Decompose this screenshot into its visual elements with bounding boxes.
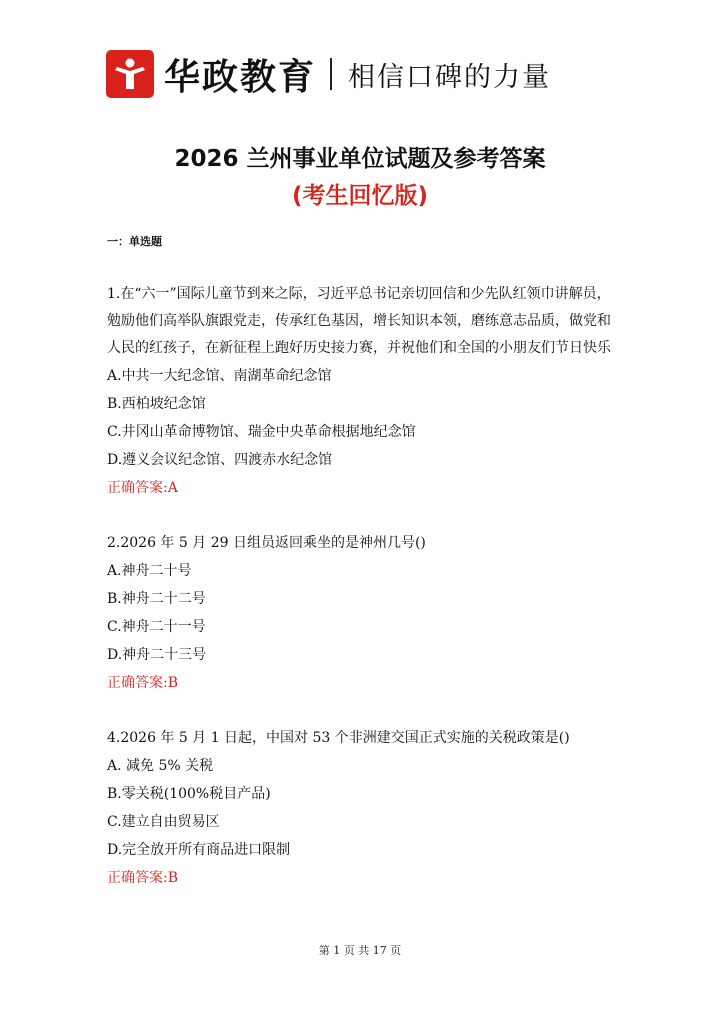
header-divider xyxy=(330,58,332,90)
brand-name: 华政教育 xyxy=(164,56,317,98)
option-a: A.神舟二十号 xyxy=(107,563,192,579)
question-list xyxy=(107,281,617,920)
answer-text: 正确答案:A xyxy=(107,480,178,496)
option-b: B.西柏坡纪念馆 xyxy=(107,396,206,412)
question-stem: 2.2026 年 5 月 29 日组员返回乘坐的是神州几号() xyxy=(107,535,426,551)
question-item xyxy=(107,725,617,892)
option-a: A.中共一大纪念馆、南湖革命纪念馆 xyxy=(107,368,332,384)
option-b: B.零关税(100%税目产品) xyxy=(107,786,271,802)
section-heading: 一：单选题 xyxy=(107,235,162,248)
option-d: D.完全放开所有商品进口限制 xyxy=(107,842,291,858)
brand-slogan: 相信口碑的力量 xyxy=(348,61,552,93)
question-item xyxy=(107,281,617,502)
page-footer: 第 1 页 共 17 页 xyxy=(318,944,402,957)
question-item xyxy=(107,530,617,697)
option-b: B.神舟二十二号 xyxy=(107,591,206,607)
page-title: 2026 兰州事业单位试题及参考答案 xyxy=(174,146,546,172)
option-d: D.神舟二十三号 xyxy=(107,647,207,663)
page-header xyxy=(106,50,551,98)
answer-text: 正确答案:B xyxy=(107,675,179,691)
option-c: C.建立自由贸易区 xyxy=(107,814,220,830)
option-d: D.遵义会议纪念馆、四渡赤水纪念馆 xyxy=(107,452,333,468)
page-subtitle: (考生回忆版) xyxy=(291,183,429,209)
question-stem: 1.在“六一”国际儿童节到来之际，习近平总书记亲切回信和少先队红领巾讲解员，勉励他们高举队旗跟党走，传承红色基因，增长知识本领，磨练意志品质，做党和人民的红孩子，在新征程上跑好历史接力赛，并祝他们和全国的小朋友们节日快乐 xyxy=(107,286,611,356)
option-c: C.井冈山革命博物馆、瑞金中央革命根据地纪念馆 xyxy=(107,424,416,440)
option-c: C.神舟二十一号 xyxy=(107,619,206,635)
answer-text: 正确答案:B xyxy=(107,870,179,886)
huazheng-logo-icon xyxy=(106,50,154,98)
option-a: A. 减免 5% 关税 xyxy=(107,758,214,774)
question-stem: 4.2026 年 5 月 1 日起，中国对 53 个非洲建交国正式实施的关税政策是() xyxy=(107,730,570,746)
